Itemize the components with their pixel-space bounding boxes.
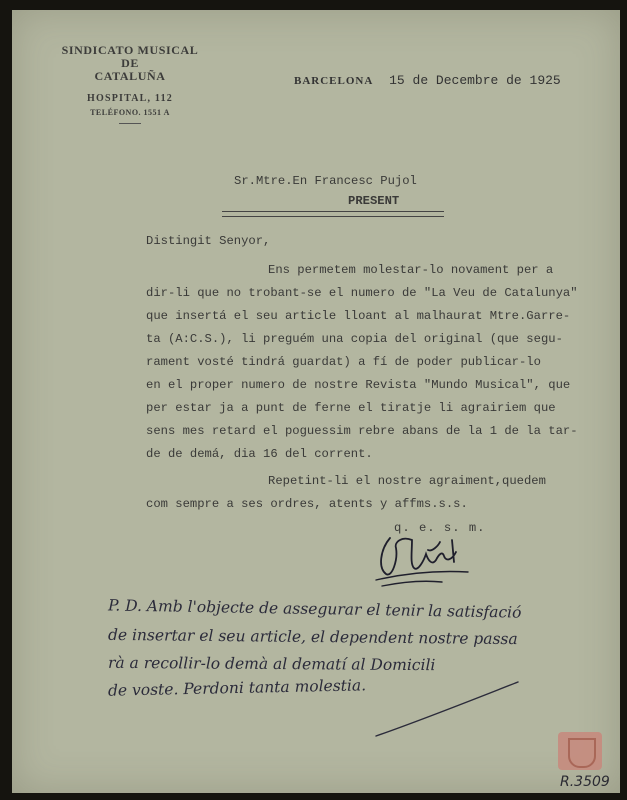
letterhead-rule [119,123,141,124]
body-line: en el proper numero de nostre Revista "Mundo Musical", que [146,378,571,392]
postscript-line: de insertar el seu article, el dependent nostre passa [107,625,518,649]
postscript-line: P. D. Amb l'objecte de assegurar el tenir la satisfació [107,596,522,622]
body-line: sens mes retard el poguessim rebre abans de la 1 de la tar- [146,424,578,438]
archive-reference: R.3509 [560,774,610,790]
body-line: ta (A:C.S.), li preguém una copia del original (que segu- [146,332,563,346]
letterhead-org-line2: DE [121,56,139,70]
letterhead [30,44,230,124]
signature-icon [372,530,472,590]
date: 15 de Decembre de 1925 [389,73,561,88]
body-line: Repetint-li el nostre agraiment,quedem [268,474,546,488]
body-line: per estar ja a punt de ferne el tiratje li agrairiem que [146,401,556,415]
postscript-line: rà a recollir-lo demà al dematí al Domicili [107,653,436,675]
pen-flourish-icon [372,670,522,740]
body-line: dir-li que no trobant-se el numero de "La Veu de Catalunya" [146,286,578,300]
place-date [294,73,561,88]
letterhead-phone: TELÉFONO. 1551 A [90,108,170,117]
closing: q. e. s. m. [394,521,486,535]
recipient-name: Sr.Mtre.En Francesc Pujol [234,174,417,188]
postscript-line: de voste. Perdoni tanta molestia. [107,676,367,700]
place: BARCELONA [294,75,374,87]
letterhead-address: HOSPITAL, 112 [87,93,173,104]
body-line: com sempre a ses ordres, atents y affms.s.s. [146,497,468,511]
letterhead-org-line1: SINDICATO MUSICAL [61,43,199,57]
letter-page [12,10,620,793]
double-underline [222,211,444,217]
salutation: Distingit Senyor, [146,234,271,248]
recipient-present: PRESENT [348,194,400,208]
body-line: que insertá el seu article lloant al malhaurat Mtre.Garre- [146,309,571,323]
letterhead-org-line3: CATALUÑA [94,69,166,83]
body-line: Ens permetem molestar-lo novament per a [268,263,554,277]
body-line: de de demá, dia 16 del corrent. [146,447,373,461]
body-line: rament vosté tindrá guardat) a fí de poder publicar-lo [146,355,541,369]
archive-stamp-icon [558,732,602,770]
